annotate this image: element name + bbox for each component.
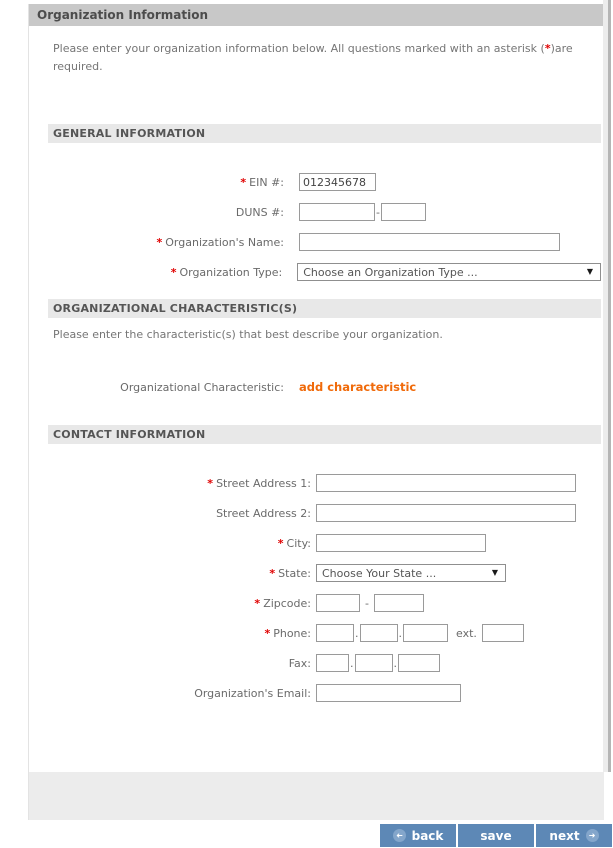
zipcode-row: [48, 594, 601, 612]
organization-type-row: [48, 263, 601, 281]
state-select[interactable]: [316, 564, 506, 582]
state-selected-value: Choose Your State ...: [322, 566, 437, 580]
intro-text-after: )are required.: [53, 42, 573, 73]
state-row: [48, 564, 601, 582]
intro-text-before: Please enter your organization information below. All questions marked with an asterisk (: [53, 42, 545, 55]
phone-separator: .: [355, 626, 359, 640]
organizational-characteristic-label: Organizational Characteristic:: [120, 380, 284, 394]
phone-separator: .: [398, 626, 402, 640]
chevron-down-icon: ▼: [491, 568, 498, 578]
city-input[interactable]: [316, 534, 486, 552]
duns-row: [48, 203, 601, 221]
fax-input-1[interactable]: [316, 654, 349, 672]
section-heading-characteristics: ORGANIZATIONAL CHARACTERISTIC(S): [48, 299, 601, 318]
street-address-2-row: [48, 504, 601, 522]
chevron-down-icon: ▼: [586, 267, 593, 277]
zipcode-separator: -: [365, 596, 369, 610]
phone-input-3[interactable]: [403, 624, 448, 642]
organization-name-label: * Organization's Name:: [156, 235, 284, 249]
form-footer-band: [29, 772, 604, 820]
fax-separator: .: [393, 656, 397, 670]
organization-name-row: [48, 233, 601, 251]
required-marker: *: [207, 476, 214, 490]
right-border-line: [608, 0, 611, 772]
required-marker: *: [277, 536, 284, 550]
fax-input-2[interactable]: [355, 654, 393, 672]
street-address-2-label: Street Address 2:: [216, 506, 311, 520]
intro-text: [48, 40, 596, 75]
city-row: [48, 534, 601, 552]
section-heading-contact: CONTACT INFORMATION: [48, 425, 601, 444]
required-asterisk: *: [544, 42, 551, 55]
save-button-label: save: [480, 828, 512, 843]
add-characteristic-link[interactable]: add characteristic: [299, 380, 417, 395]
phone-input-1[interactable]: [316, 624, 354, 642]
organization-email-row: [48, 684, 601, 702]
back-arrow-icon: ➜: [393, 829, 406, 842]
organizational-characteristic-row: [48, 378, 601, 396]
next-button-label: next: [549, 828, 580, 843]
next-arrow-icon: ➜: [586, 829, 599, 842]
city-label: * City:: [277, 536, 311, 550]
organization-email-label: Organization's Email:: [194, 686, 311, 700]
ein-input[interactable]: [299, 173, 376, 191]
organization-name-input[interactable]: [299, 233, 560, 251]
back-button[interactable]: [380, 824, 456, 847]
required-marker: *: [170, 265, 177, 279]
fax-input-3[interactable]: [398, 654, 440, 672]
fax-row: [48, 654, 601, 672]
duns-label: DUNS #:: [235, 205, 284, 219]
save-button[interactable]: [458, 824, 534, 847]
ein-label: * EIN #:: [240, 175, 284, 189]
organization-email-input[interactable]: [316, 684, 461, 702]
duns-input-2[interactable]: [381, 203, 426, 221]
state-label: * State:: [269, 566, 311, 580]
page-title: Organization Information: [29, 4, 603, 26]
back-button-label: back: [411, 828, 444, 843]
navigation-buttons: [378, 824, 612, 847]
ein-row: [48, 173, 601, 191]
zipcode-input-1[interactable]: [316, 594, 360, 612]
street-address-1-input[interactable]: [316, 474, 576, 492]
required-marker: *: [264, 626, 271, 640]
organization-type-label: * Organization Type:: [170, 265, 283, 279]
form-frame: [28, 4, 603, 820]
form-content: [29, 40, 603, 702]
phone-label: * Phone:: [264, 626, 311, 640]
zipcode-label: * Zipcode:: [254, 596, 311, 610]
duns-input-1[interactable]: [299, 203, 375, 221]
fax-label: Fax:: [288, 656, 311, 670]
phone-ext-label: ext.: [456, 626, 477, 640]
street-address-1-row: [48, 474, 601, 492]
section-heading-general: GENERAL INFORMATION: [48, 124, 601, 143]
organization-type-select[interactable]: [297, 263, 601, 281]
fax-separator: .: [350, 656, 354, 670]
required-marker: *: [240, 175, 247, 189]
street-address-1-label: * Street Address 1:: [207, 476, 311, 490]
characteristics-description: Please enter the characteristic(s) that best describe your organization.: [53, 328, 443, 342]
zipcode-input-2[interactable]: [374, 594, 424, 612]
phone-ext-input[interactable]: [482, 624, 524, 642]
street-address-2-input[interactable]: [316, 504, 576, 522]
phone-input-2[interactable]: [360, 624, 398, 642]
organization-type-selected-value: Choose an Organization Type ...: [303, 265, 478, 279]
required-marker: *: [254, 596, 261, 610]
duns-separator: -: [376, 205, 380, 219]
next-button[interactable]: [536, 824, 612, 847]
phone-row: [48, 624, 601, 642]
required-marker: *: [269, 566, 276, 580]
required-marker: *: [156, 235, 163, 249]
